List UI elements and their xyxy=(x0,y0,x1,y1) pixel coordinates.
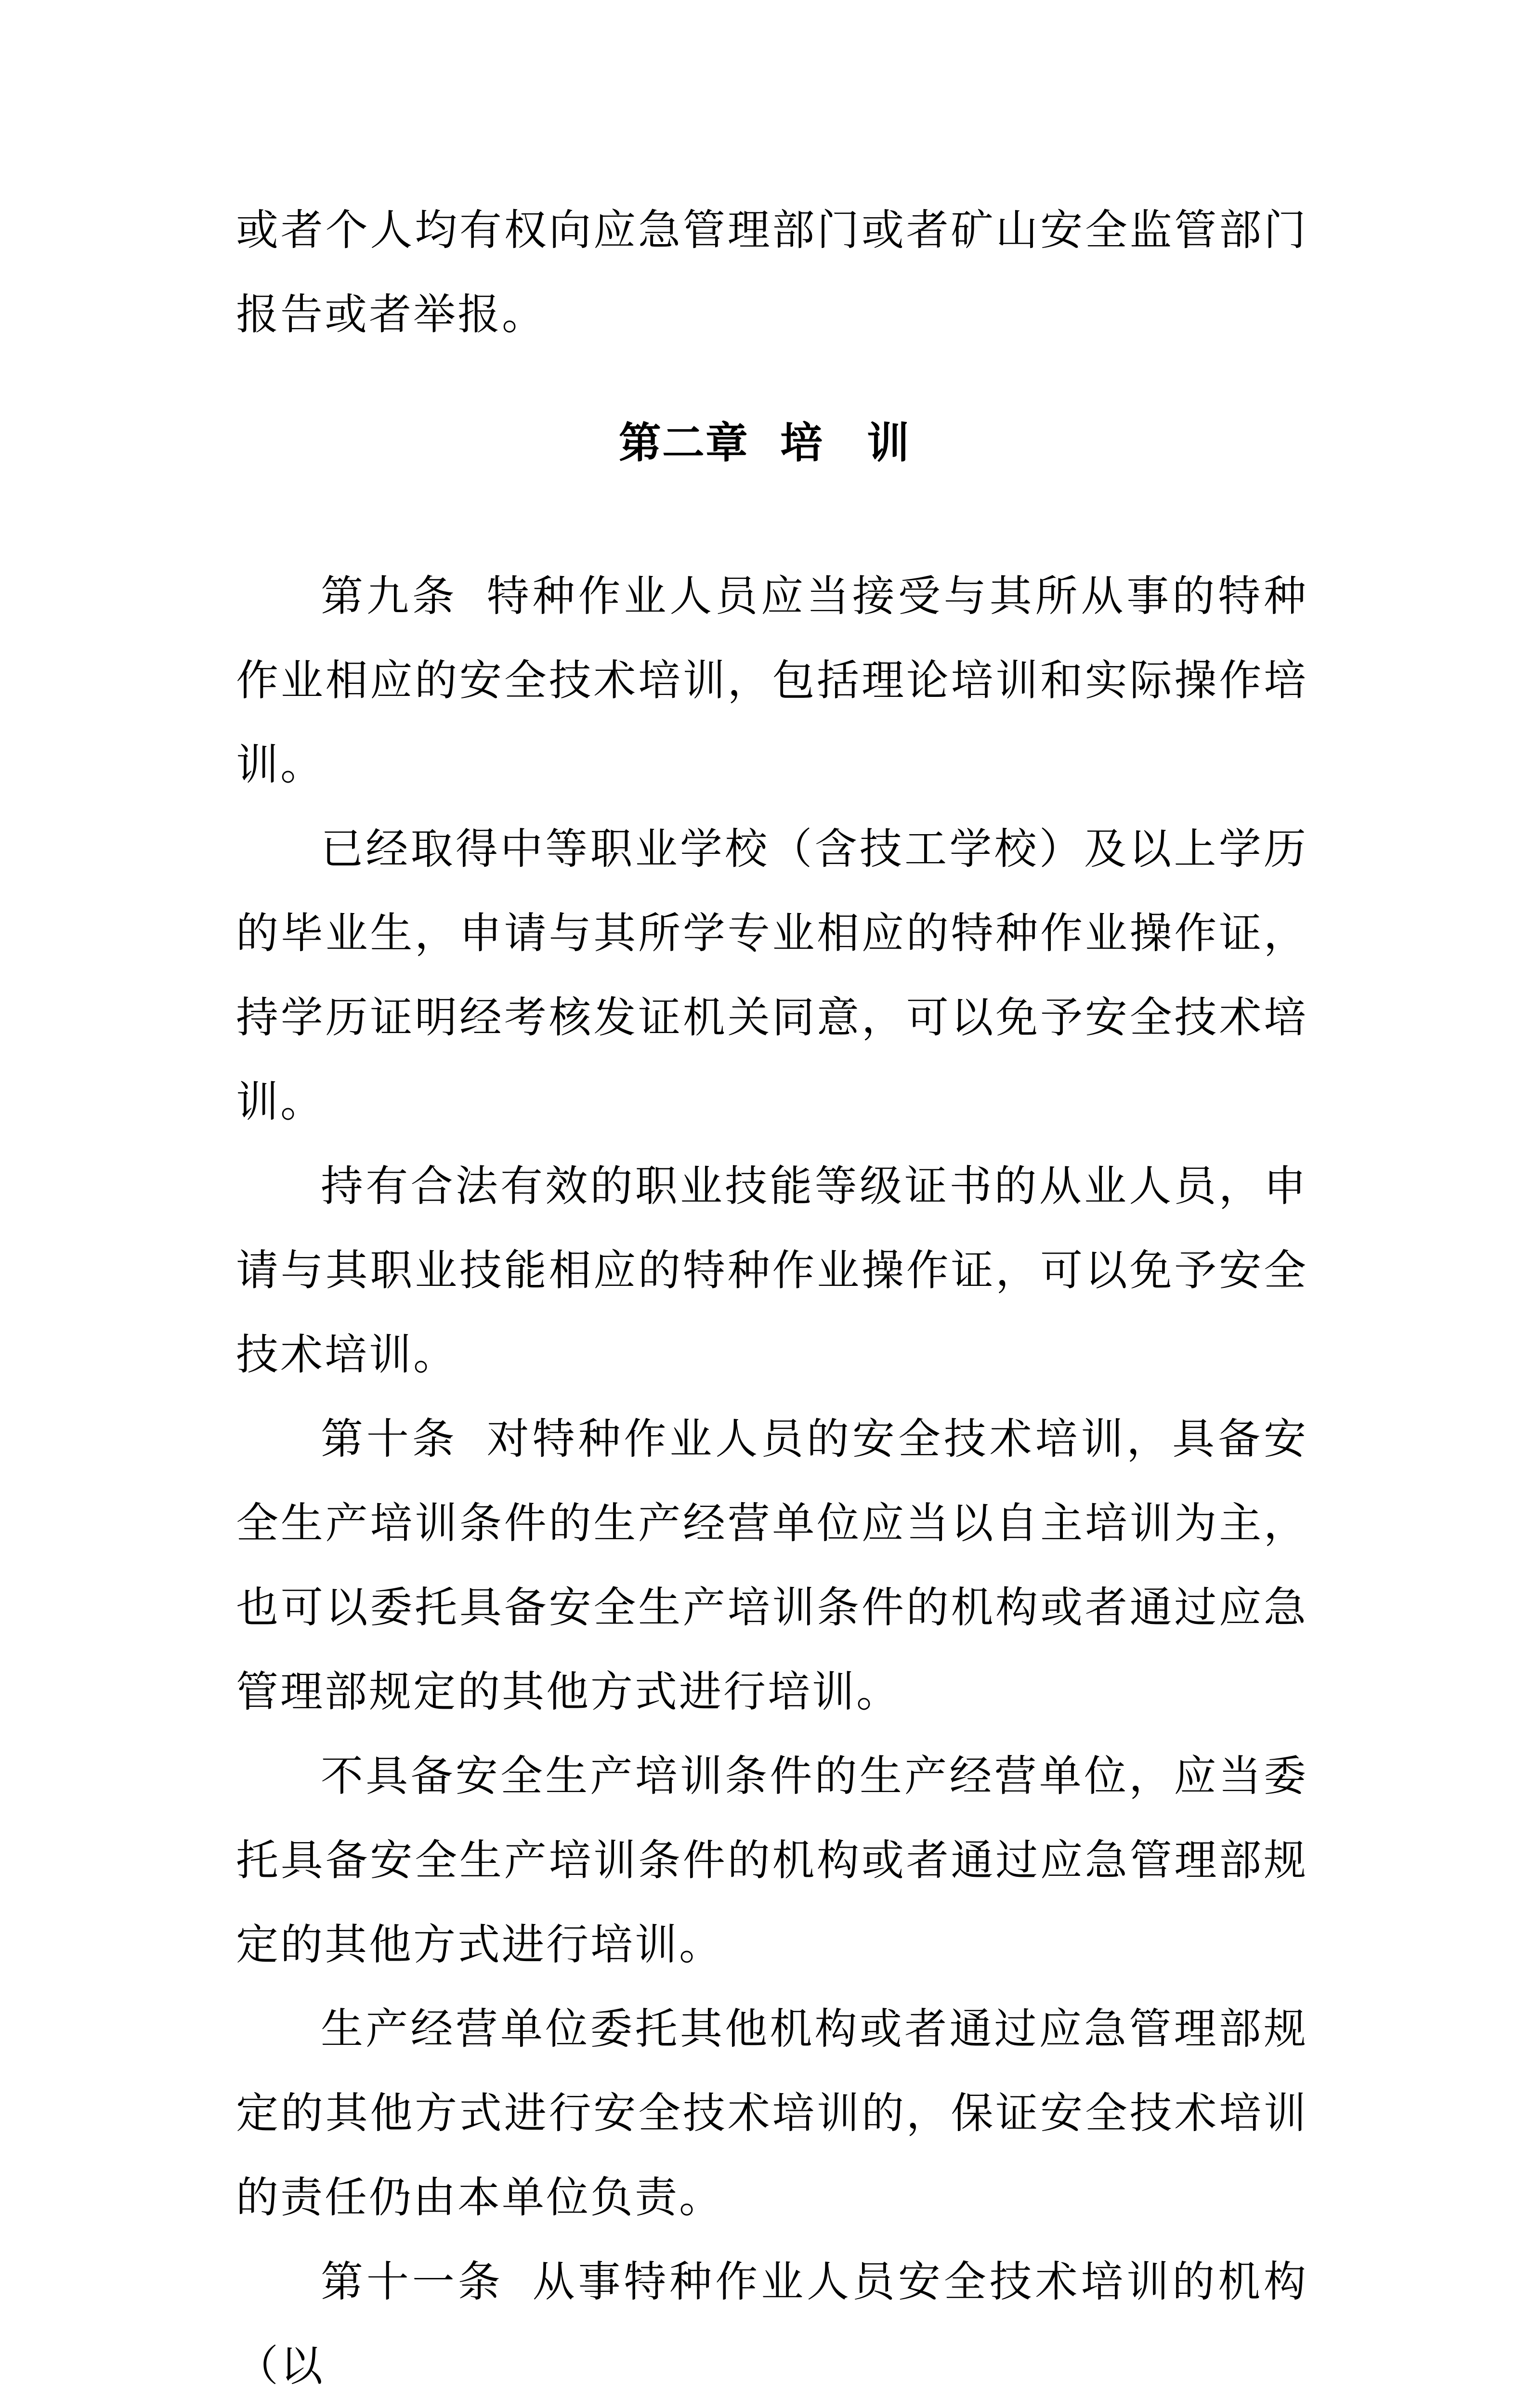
article-paragraph xyxy=(236,1144,1308,1397)
chapter-number: 第二章 xyxy=(618,418,749,468)
chapter-title: 培 训 xyxy=(780,418,911,468)
article-paragraph xyxy=(236,807,1308,1144)
article-paragraph xyxy=(236,1397,1308,1734)
paragraph-text: 特种作业人员应当接受与其所从事的特种作业相应的安全技术培训，包括理论培训和实际操作培训。 xyxy=(236,571,1308,789)
continuation-block xyxy=(236,188,1308,356)
paragraph-text: 不具备安全生产培训条件的生产经营单位，应当委托具备安全生产培训条件的机构或者通过应急管理部规定的其他方式进行培训。 xyxy=(236,1751,1308,1969)
paragraph-text: 从事特种作业人员安全技术培训的机构（以 xyxy=(236,2257,1308,2391)
article-number: 第十一条 xyxy=(321,2257,504,2306)
paragraph-text: 生产经营单位委托其他机构或者通过应急管理部规定的其他方式进行安全技术培训的，保证安全技术培训的责任仍由本单位负责。 xyxy=(236,2004,1308,2222)
article-number: 第九条 xyxy=(321,571,458,621)
continuation-paragraph: 或者个人均有权向应急管理部门或者矿山安全监管部门报告或者举报。 xyxy=(236,205,1308,339)
chapter-heading xyxy=(0,414,1529,472)
paragraph-text: 对特种作业人员的安全技术培训，具备安全生产培训条件的生产经营单位应当以自主培训为主，也可以委托具备安全生产培训条件的机构或者通过应急管理部规定的其他方式进行培训。 xyxy=(236,1414,1308,1716)
paragraph-text: 已经取得中等职业学校（含技工学校）及以上学历的毕业生，申请与其所学专业相应的特种作业操作证，持学历证明经考核发证机关同意，可以免予安全技术培训。 xyxy=(236,824,1308,1126)
chapter-body xyxy=(236,554,1308,2408)
article-paragraph xyxy=(236,1987,1308,2239)
paragraph-text: 持有合法有效的职业技能等级证书的从业人员，申请与其职业技能相应的特种作业操作证，可以免予安全技术培训。 xyxy=(236,1161,1308,1379)
heading-gap xyxy=(749,418,780,468)
article-paragraph xyxy=(236,2239,1308,2408)
article-paragraph xyxy=(236,1734,1308,1987)
article-number: 第十条 xyxy=(321,1414,458,1464)
article-paragraph xyxy=(236,554,1308,807)
